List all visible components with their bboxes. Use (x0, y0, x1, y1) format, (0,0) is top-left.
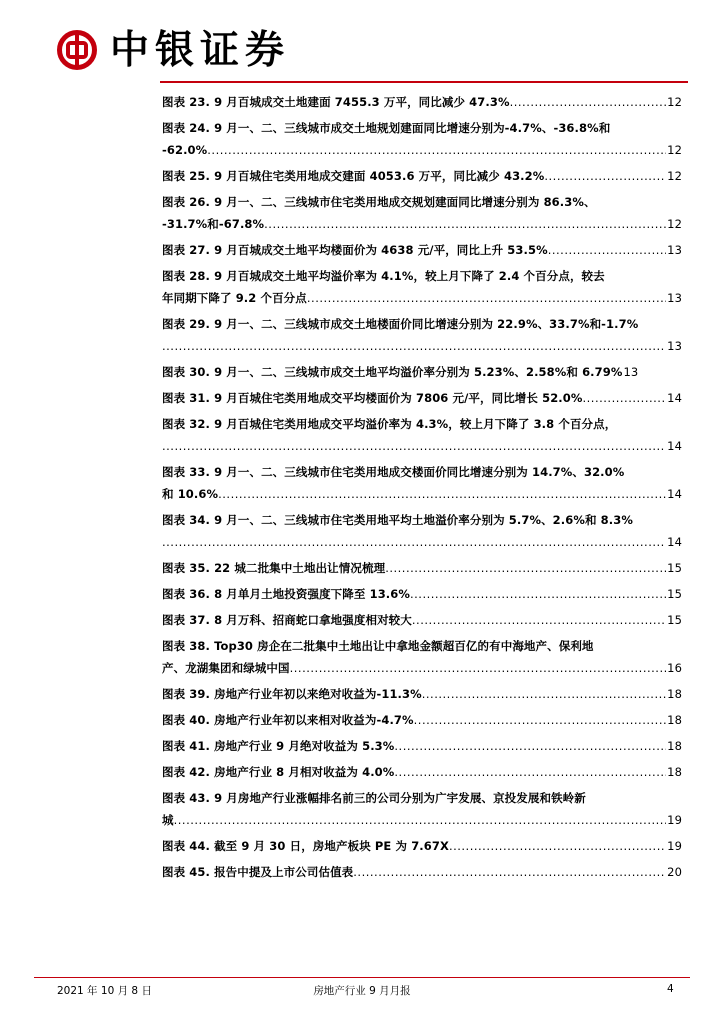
toc-entry[interactable] (162, 361, 682, 383)
toc-entry[interactable] (162, 861, 682, 883)
toc-entry-title: 年同期下降了 9.2 个百分点 (162, 291, 307, 305)
toc-entry[interactable] (162, 461, 682, 505)
toc-entry-line (162, 387, 682, 409)
toc-page-number: 18 (667, 687, 682, 701)
toc-leader-dots (410, 583, 666, 605)
footer-report-title: 房地产行业 9 月月报 (313, 985, 411, 997)
toc-page-number: 13 (667, 243, 682, 257)
toc-entry-line (162, 165, 682, 187)
toc-leader-dots (162, 531, 666, 553)
toc-entry-title-line: 图表 32. 9 月百城住宅类用地成交平均溢价率为 4.3%，较上月下降了 3.8 个百分点， (162, 417, 617, 431)
toc-entry[interactable] (162, 557, 682, 579)
toc-page-number: 16 (667, 661, 682, 675)
toc-entry[interactable] (162, 709, 682, 731)
toc-page-number: 19 (667, 813, 682, 827)
toc-page-number: 18 (667, 713, 682, 727)
toc-entry-line (162, 287, 682, 309)
toc-page-number: 12 (667, 169, 682, 183)
toc-entry-line (162, 583, 682, 605)
toc-leader-dots (412, 609, 666, 631)
toc-page-number: 12 (667, 95, 682, 109)
toc-entry-title: 图表 27. 9 月百城成交土地平均楼面价为 4638 元/平，同比上升 53.5% (162, 243, 548, 257)
toc-entry-title: 城 (162, 813, 174, 827)
toc-entry-title: 图表 35. 22 城二批集中土地出让情况梳理 (162, 561, 386, 575)
header-divider (160, 81, 688, 83)
toc-leader-dots (394, 735, 666, 757)
toc-entry-title-line: 图表 26. 9 月一、二、三线城市住宅类用地成交规划建面同比增速分别为 86.3%、 (162, 195, 596, 209)
footer-divider (34, 977, 690, 978)
toc-entry-title: 产、龙湖集团和绿城中国 (162, 661, 290, 675)
toc-entry-line (162, 861, 682, 883)
toc-entry-line (162, 435, 682, 457)
toc-entry[interactable] (162, 735, 682, 757)
toc-entry-title: -62.0% (162, 143, 208, 157)
toc-entry[interactable] (162, 835, 682, 857)
brand-name: 中银证券 (110, 27, 291, 73)
toc-entry-title: 图表 44. 截至 9 月 30 日，房地产板块 PE 为 7.67X (162, 839, 449, 853)
toc-leader-dots (422, 683, 666, 705)
figure-index-list (162, 91, 682, 887)
toc-page-number: 15 (667, 561, 682, 575)
toc-entry[interactable] (162, 387, 682, 409)
toc-entry[interactable] (162, 761, 682, 783)
toc-entry-title: 图表 42. 房地产行业 8 月相对收益为 4.0% (162, 765, 395, 779)
toc-entry[interactable] (162, 117, 682, 161)
toc-entry[interactable] (162, 609, 682, 631)
toc-leader-dots (290, 657, 667, 679)
toc-page-number: 14 (667, 535, 682, 549)
toc-page-number: 13 (623, 365, 639, 379)
toc-entry[interactable] (162, 683, 682, 705)
toc-entry-title: 图表 45. 报告中提及上市公司估值表 (162, 865, 354, 879)
toc-entry-line (162, 91, 682, 113)
toc-leader-dots (449, 835, 666, 857)
page-number: 4 (667, 983, 674, 995)
toc-entry[interactable] (162, 413, 682, 457)
toc-entry-title-line: 图表 34. 9 月一、二、三线城市住宅类用地平均土地溢价率分别为 5.7%、2.6%和 8.3% (162, 513, 633, 527)
toc-leader-dots (162, 435, 666, 457)
toc-leader-dots (162, 335, 666, 357)
toc-entry-line (162, 809, 682, 831)
toc-entry-line (162, 709, 682, 731)
toc-leader-dots (174, 809, 667, 831)
page-header (0, 0, 724, 88)
toc-page-number: 13 (667, 291, 682, 305)
toc-page-number: 14 (667, 439, 682, 453)
toc-leader-dots (510, 91, 667, 113)
toc-page-number: 18 (667, 765, 682, 779)
toc-entry-title: 图表 40. 房地产行业年初以来相对收益为-4.7% (162, 713, 414, 727)
toc-entry-title-line: 图表 33. 9 月一、二、三线城市住宅类用地成交楼面价同比增速分别为 14.7%、32.0% (162, 465, 625, 479)
toc-entry-title-line: 图表 28. 9 月百城成交土地平均溢价率为 4.1%，较上月下降了 2.4 个百分点，较去 (162, 269, 605, 283)
toc-page-number: 20 (667, 865, 682, 879)
toc-entry-line (162, 683, 682, 705)
toc-entry-title: 图表 25. 9 月百城住宅类用地成交建面 4053.6 万平，同比减少 43.2% (162, 169, 545, 183)
toc-page-number: 19 (667, 839, 682, 853)
toc-entry-title: 图表 31. 9 月百城住宅类用地成交平均楼面价为 7806 元/平，同比增长 52.0% (162, 391, 583, 405)
toc-entry[interactable] (162, 265, 682, 309)
toc-entry[interactable] (162, 787, 682, 831)
toc-leader-dots (207, 139, 666, 161)
toc-entry-line (162, 361, 682, 383)
toc-entry[interactable] (162, 313, 682, 357)
toc-entry-title-line: 图表 43. 9 月房地产行业涨幅排名前三的公司分别为广宇发展、京投发展和铁岭新 (162, 791, 586, 805)
bank-of-china-logo-icon (57, 30, 97, 70)
toc-entry-line (162, 557, 682, 579)
toc-page-number: 12 (667, 217, 682, 231)
toc-entry-line (162, 239, 682, 261)
toc-page-number: 14 (667, 487, 682, 501)
toc-entry-title: 和 10.6% (162, 487, 219, 501)
toc-entry-line (162, 657, 682, 679)
toc-entry[interactable] (162, 583, 682, 605)
toc-entry-title: 图表 41. 房地产行业 9 月绝对收益为 5.3% (162, 739, 395, 753)
toc-entry-line (162, 483, 682, 505)
toc-entry[interactable] (162, 635, 682, 679)
toc-leader-dots (264, 213, 666, 235)
toc-page-number: 14 (667, 391, 682, 405)
toc-entry-title: 图表 37. 8 月万科、招商蛇口拿地强度相对较大 (162, 613, 412, 627)
toc-leader-dots (218, 483, 666, 505)
toc-leader-dots (307, 287, 666, 309)
toc-entry-title: 图表 36. 8 月单月土地投资强度下降至 13.6% (162, 587, 410, 601)
toc-entry[interactable] (162, 165, 682, 187)
toc-leader-dots (544, 165, 666, 187)
toc-entry-line (162, 531, 682, 553)
toc-entry-line (162, 761, 682, 783)
toc-entry[interactable] (162, 91, 682, 113)
toc-entry-title: 图表 23. 9 月百城成交土地建面 7455.3 万平，同比减少 47.3% (162, 95, 510, 109)
toc-leader-dots (548, 239, 666, 261)
footer-date: 2021 年 10 月 8 日 (57, 985, 152, 997)
toc-entry-line (162, 139, 682, 161)
toc-entry[interactable] (162, 509, 682, 553)
toc-entry[interactable] (162, 239, 682, 261)
toc-leader-dots (353, 861, 666, 883)
toc-entry-line (162, 735, 682, 757)
toc-leader-dots (394, 761, 666, 783)
toc-entry-title: 图表 39. 房地产行业年初以来绝对收益为-11.3% (162, 687, 422, 701)
toc-leader-dots (385, 557, 666, 579)
toc-entry-line (162, 609, 682, 631)
toc-entry-line (162, 335, 682, 357)
toc-leader-dots (414, 709, 667, 731)
toc-entry-line (162, 835, 682, 857)
toc-entry-title-line: 图表 29. 9 月一、二、三线城市成交土地楼面价同比增速分别为 22.9%、33.7%和-1.7% (162, 317, 639, 331)
toc-entry[interactable] (162, 191, 682, 235)
toc-entry-line (162, 213, 682, 235)
toc-page-number: 13 (667, 339, 682, 353)
toc-entry-title-line: 图表 24. 9 月一、二、三线城市成交土地规划建面同比增速分别为-4.7%、-36.8%和 (162, 121, 611, 135)
toc-entry-title: 图表 30. 9 月一、二、三线城市成交土地平均溢价率分别为 5.23%、2.58%和 6.79% (162, 365, 623, 379)
toc-page-number: 12 (667, 143, 682, 157)
toc-page-number: 15 (667, 587, 682, 601)
toc-page-number: 18 (667, 739, 682, 753)
toc-entry-title: -31.7%和-67.8% (162, 217, 265, 231)
toc-entry-title-line: 图表 38. Top30 房企在二批集中土地出让中拿地金额超百亿的有中海地产、保利地 (162, 639, 594, 653)
toc-leader-dots (583, 387, 667, 409)
toc-page-number: 15 (667, 613, 682, 627)
